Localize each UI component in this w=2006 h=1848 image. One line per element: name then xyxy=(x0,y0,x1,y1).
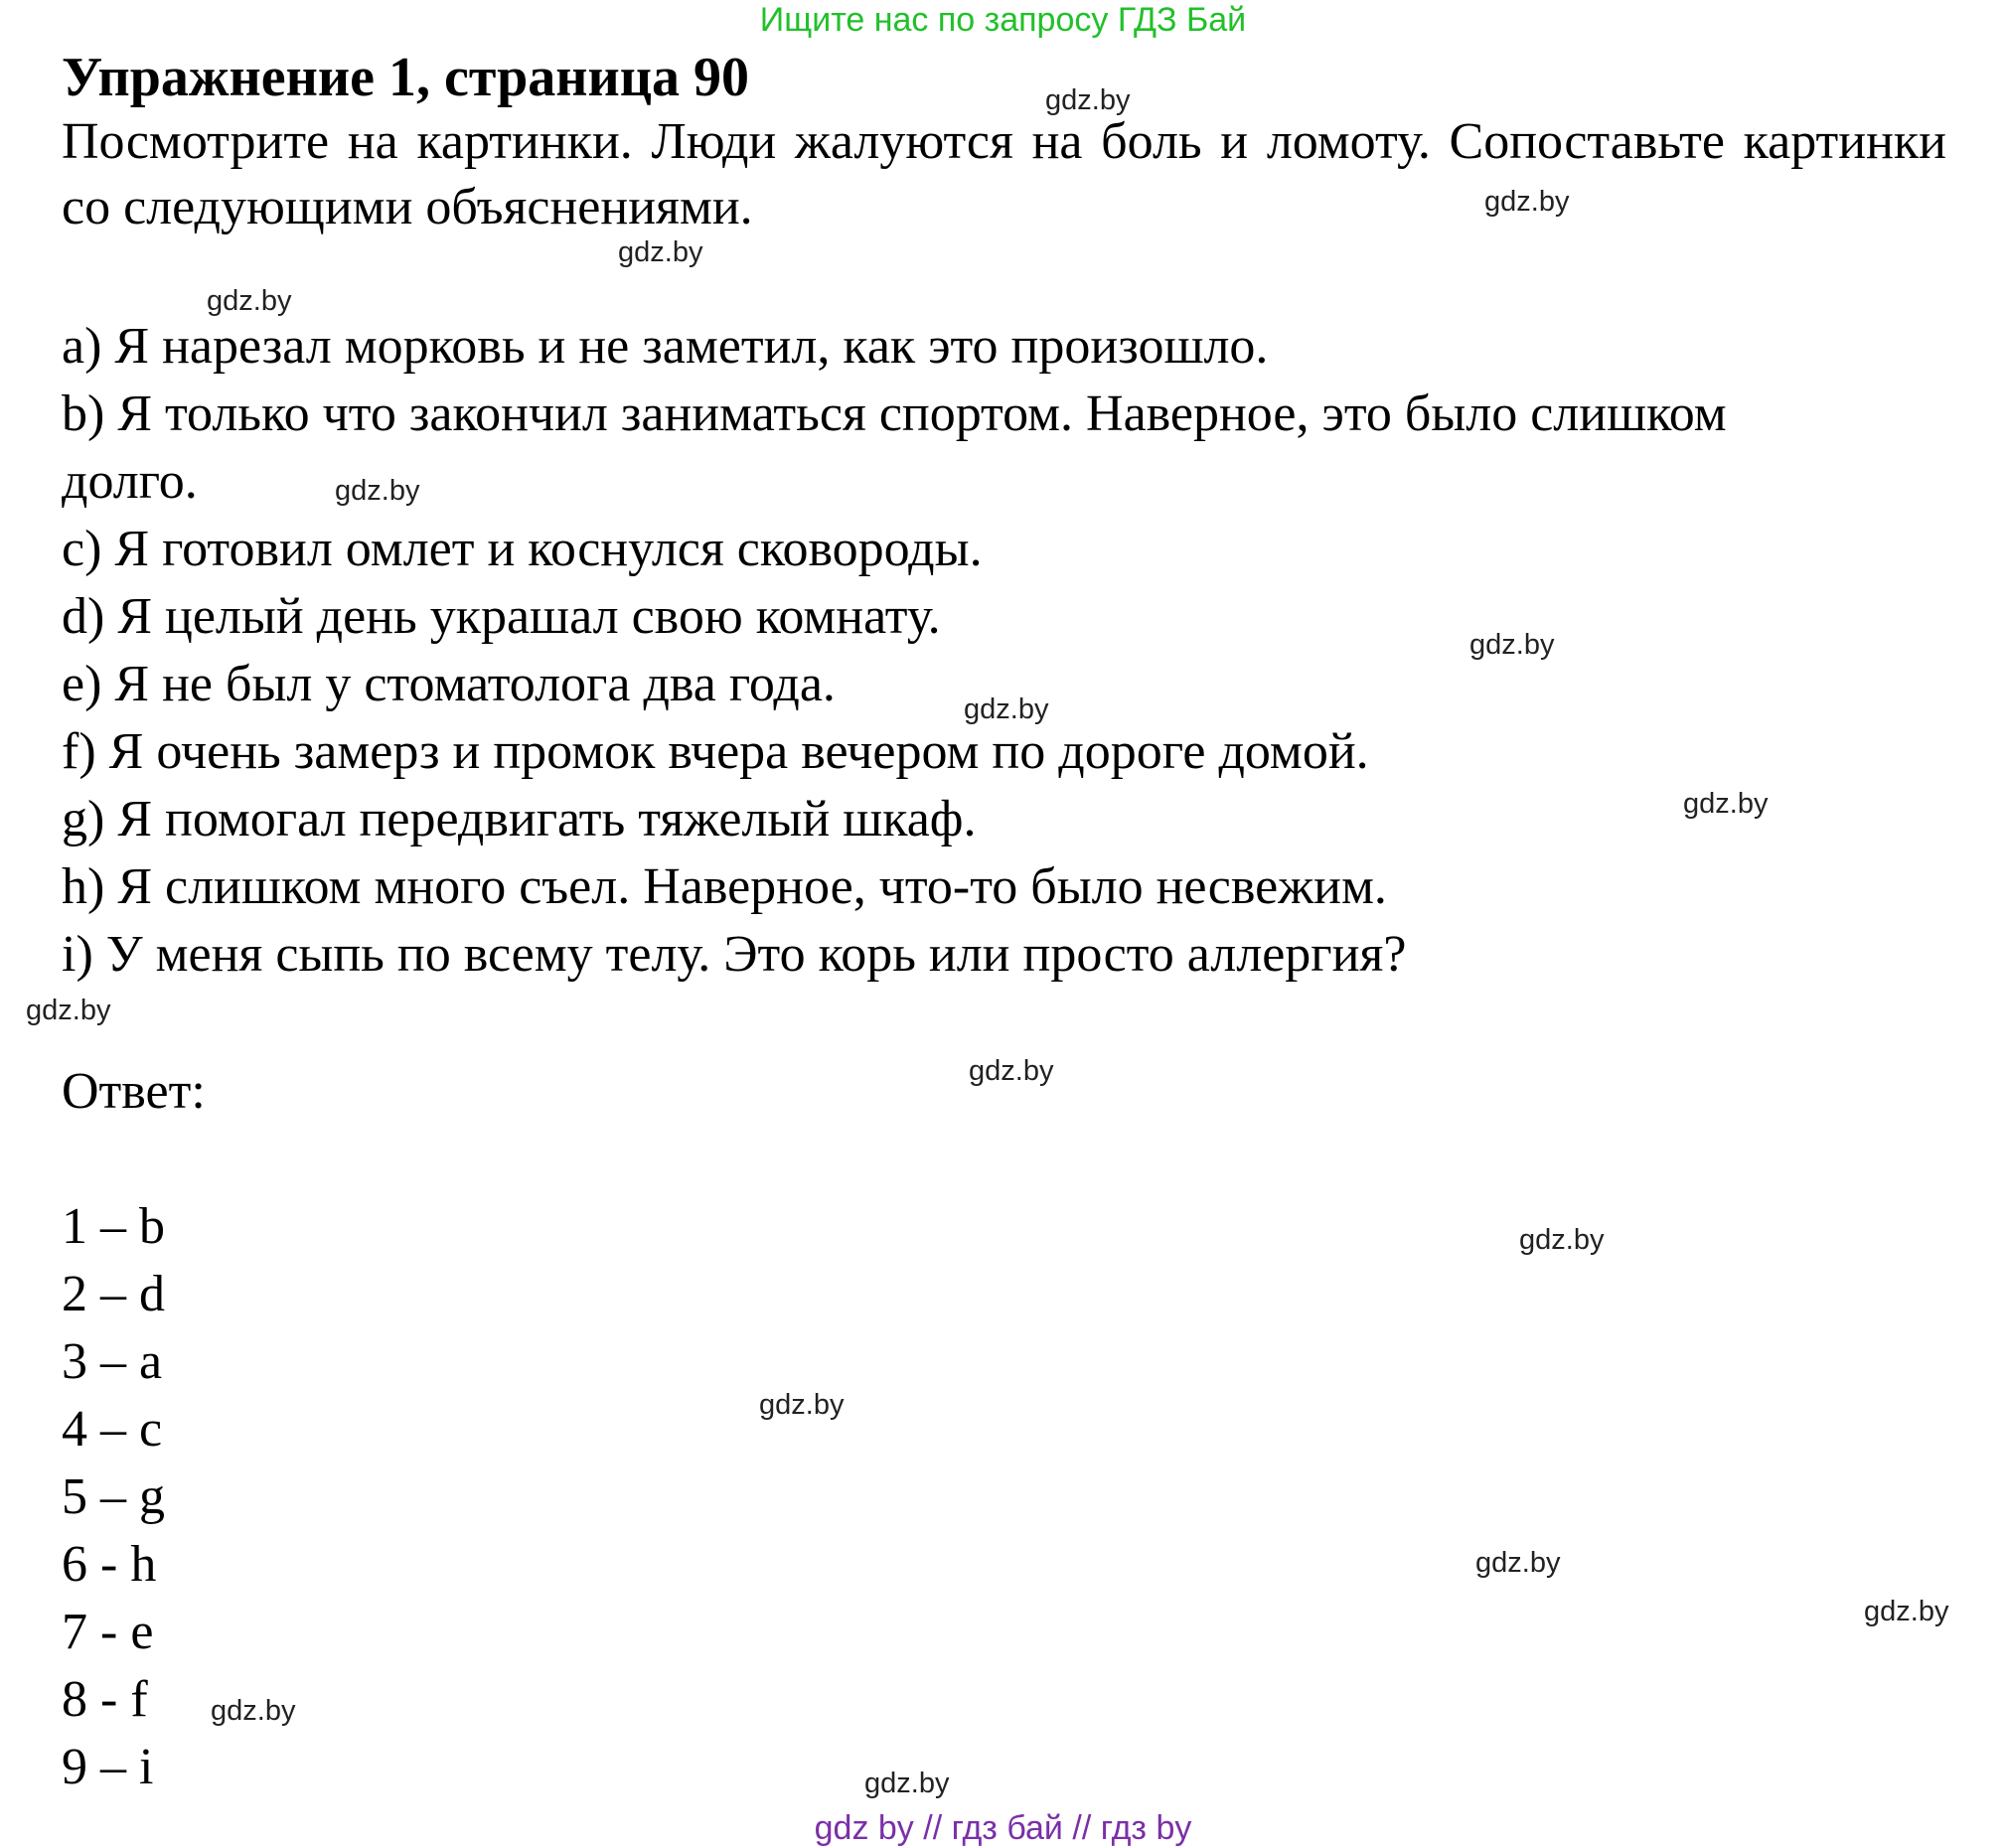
watermark: gdz.by xyxy=(1469,629,1555,661)
answer-2: 2 – d xyxy=(62,1266,165,1322)
exercise-instruction: Посмотрите на картинки. Люди жалуются на боль и ломоту. Сопоставьте картинки со следующими объяснениями. xyxy=(62,113,1946,235)
answer-8: 8 - f xyxy=(62,1671,148,1728)
option-g: g) Я помогал передвигать тяжелый шкаф. xyxy=(62,791,977,847)
watermark: gdz.by xyxy=(211,1695,296,1727)
watermark: gdz.by xyxy=(964,693,1049,725)
page-title: Упражнение 1, страница 90 xyxy=(62,47,750,108)
watermark: gdz.by xyxy=(207,285,292,317)
option-i: i) У меня сыпь по всему телу. Это корь или просто аллергия? xyxy=(62,926,1407,983)
watermark: gdz.by xyxy=(26,995,111,1026)
watermark: gdz.by xyxy=(759,1389,845,1421)
answer-7: 7 - e xyxy=(62,1604,154,1660)
answer-5: 5 – g xyxy=(62,1468,165,1525)
option-b: b) Я только что закончил заниматься спортом. Наверное, это было слишком xyxy=(62,385,1727,442)
answer-3: 3 – a xyxy=(62,1333,163,1390)
answer-6: 6 - h xyxy=(62,1536,157,1593)
watermark: gdz.by xyxy=(1045,84,1131,116)
option-e: e) Я не был у стоматолога два года. xyxy=(62,656,836,712)
watermark: gdz.by xyxy=(969,1055,1054,1087)
watermark: gdz.by xyxy=(1484,186,1570,218)
answer-9: 9 – i xyxy=(62,1739,154,1795)
option-a: a) Я нарезал морковь и не заметил, как это произошло. xyxy=(62,318,1269,375)
watermark: gdz.by xyxy=(1864,1596,1949,1627)
option-c: c) Я готовил омлет и коснулся сковороды. xyxy=(62,521,983,577)
watermark: gdz.by xyxy=(1683,788,1769,820)
option-b-continuation: долго. xyxy=(62,453,198,510)
watermark: gdz.by xyxy=(335,475,420,507)
watermark: gdz.by xyxy=(1475,1547,1561,1579)
watermark: gdz.by xyxy=(1519,1224,1605,1256)
option-d: d) Я целый день украшал свою комнату. xyxy=(62,588,941,645)
answer-1: 1 – b xyxy=(62,1198,165,1255)
option-h: h) Я слишком много съел. Наверное, что-то было несвежим. xyxy=(62,858,1387,915)
option-f: f) Я очень замерз и промок вчера вечером по дороге домой. xyxy=(62,723,1369,780)
answer-label: Ответ: xyxy=(62,1063,206,1120)
search-banner: Ищите нас по запросу ГДЗ Бай xyxy=(759,1,1247,39)
footer-links: gdz by // гдз бай // гдз by xyxy=(814,1809,1192,1847)
answer-4: 4 – c xyxy=(62,1401,163,1458)
watermark: gdz.by xyxy=(618,236,703,268)
watermark: gdz.by xyxy=(864,1768,950,1799)
